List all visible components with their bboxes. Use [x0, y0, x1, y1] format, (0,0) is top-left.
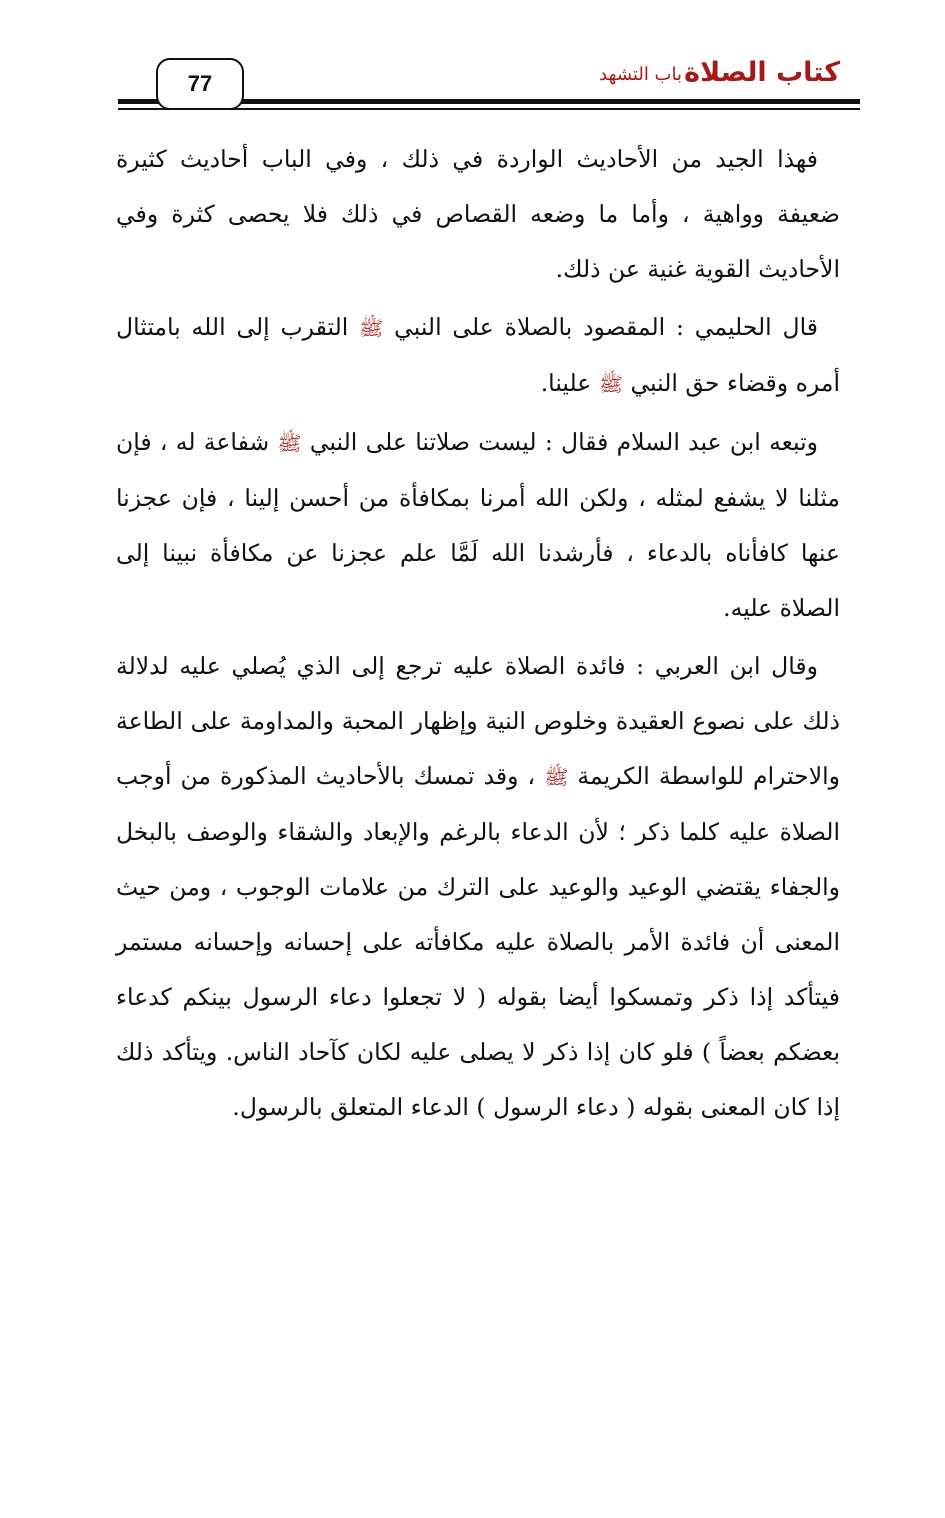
honorific-glyph: ﷺ: [544, 765, 569, 789]
paragraph-3: [116, 415, 840, 636]
main-text: [116, 132, 840, 1135]
paragraph-2-text-a: قال الحليمي : المقصود بالصلاة على النبي: [383, 313, 818, 341]
honorific-glyph: ﷺ: [277, 431, 302, 455]
paragraph-1: [116, 132, 840, 297]
page-number-box: [156, 58, 244, 110]
page-number: 77: [187, 71, 213, 96]
paragraph-4-text-a: وقال ابن العربي : فائدة الصلاة عليه ترجع إلى الذي يُصلي عليه لدلالة ذلك على نصوع العقيدة وخلوص النية وإظهار المحبة والمداومة على الطاعة والاحترام للواسطة الكريمة: [116, 652, 840, 790]
paragraph-2-text-b: التقرب إلى الله بامتثال أمره وقضاء حق النبي: [116, 313, 840, 397]
paragraph-2-text-c: علينا.: [540, 369, 599, 397]
running-header: [118, 54, 860, 116]
honorific-glyph: ﷺ: [359, 316, 384, 340]
paragraph-3-text-b: شفاعة له ، فإن مثلنا لا يشفع لمثله ، ولكن الله أمرنا بمكافأة من أحسن إلينا ، فإن عجزنا عنها كافأناه بالدعاء ، فأرشدنا الله لَمَّا علم عجزنا عن مكافأة نبينا إلى الصلاة عليه.: [116, 428, 840, 622]
book-title: كتاب الصلاة: [684, 57, 840, 88]
chapter-title: باب التشهد: [599, 64, 682, 85]
paragraph-4-text-b: ، وقد تمسك بالأحاديث المذكورة من أوجب الصلاة عليه كلما ذكر ؛ لأن الدعاء بالرغم والإبعاد والشقاء والوصف بالبخل والجفاء يقتضي الوعيد والوعيد على الترك من علامات الوجوب ، ومن حيث المعنى أن فائدة الأمر بالصلاة عليه مكافأته على إحسانه وإحسانه مستمر فيتأكد إذا ذكر وتمسكوا أيضا بقوله ( لا تجعلوا دعاء الرسول بينكم كدعاء بعضكم بعضاً ) فلو كان إذا ذكر لا يصلى عليه لكان كآحاد الناس. ويتأكد ذلك إذا كان المعنى بقوله ( دعاء الرسول ) الدعاء المتعلق بالرسول.: [116, 762, 840, 1121]
paragraph-3-text-a: وتبعه ابن عبد السلام فقال : ليست صلاتنا على النبي: [301, 428, 818, 456]
honorific-glyph: ﷺ: [598, 372, 623, 396]
paragraph-1-text: فهذا الجيد من الأحاديث الواردة في ذلك ، وفي الباب أحاديث كثيرة ضعيفة وواهية ، وأما ما وضعه القصاص في ذلك فلا يحصى كثرة وفي الأحاديث القوية غنية عن ذلك.: [116, 145, 840, 283]
paragraph-4: [116, 639, 840, 1135]
paragraph-2: [116, 300, 840, 412]
